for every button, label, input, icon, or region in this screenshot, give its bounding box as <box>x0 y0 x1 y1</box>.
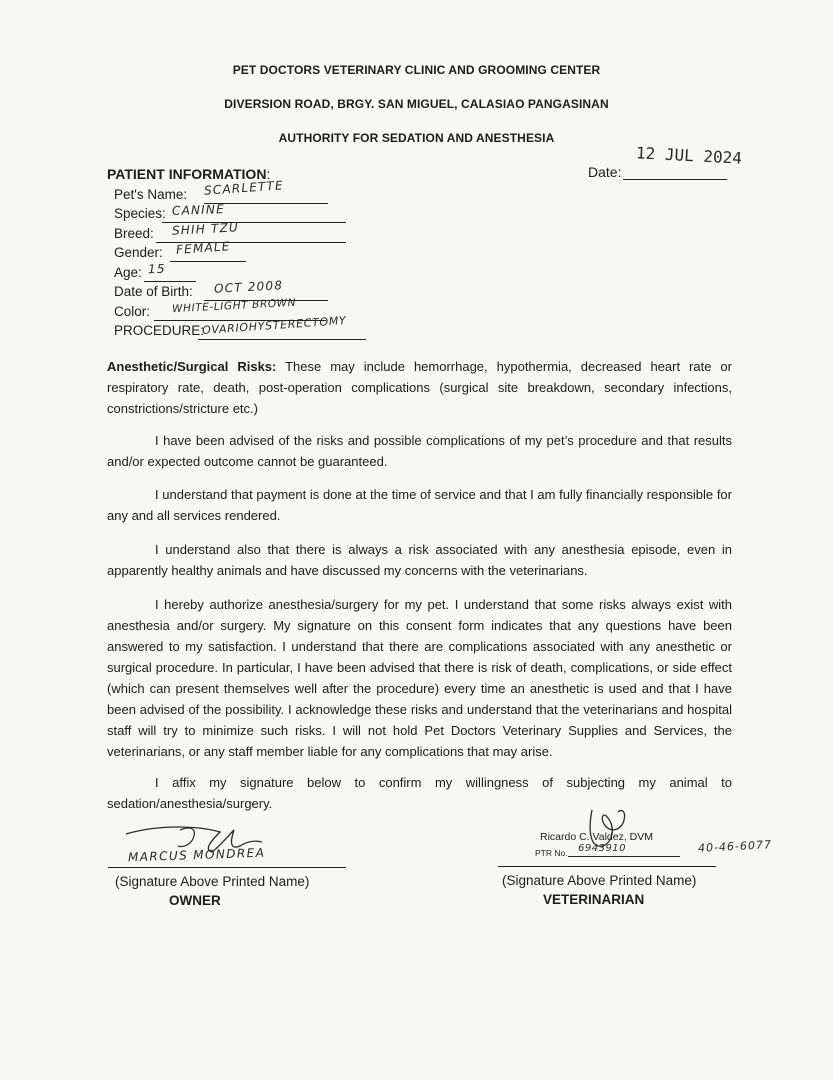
species-label: Species: <box>114 206 166 221</box>
age-label: Age: <box>114 265 142 280</box>
vet-caption: (Signature Above Printed Name) <box>502 873 697 888</box>
species-value: CANINE <box>171 202 226 218</box>
date-field <box>588 164 727 180</box>
patient-info-title-colon: : <box>266 166 271 182</box>
breed-value: SHIH TZU <box>171 220 240 238</box>
vet-signature-line <box>498 866 716 867</box>
vet-ptr-label: PTR No. <box>535 848 568 858</box>
dob-label: Date of Birth: <box>114 284 193 299</box>
pet-name-value: SCARLETTE <box>203 178 285 198</box>
gender-underline <box>170 261 246 262</box>
paragraph-advised: I have been advised of the risks and possible complications of my pet’s procedure and that results and/or expected outcome cannot be guaranteed. <box>107 433 732 469</box>
risks-paragraph <box>107 356 732 419</box>
owner-signature-line <box>108 867 346 868</box>
patient-info-title-text: PATIENT INFORMATION <box>107 166 267 182</box>
owner-role: OWNER <box>169 893 221 908</box>
gender-value: FEMALE <box>175 239 231 257</box>
vet-note: 40-46-6077 <box>697 838 773 855</box>
age-underline <box>144 281 196 282</box>
owner-caption: (Signature Above Printed Name) <box>115 874 310 889</box>
procedure-value: OVARIOHYSTERECTOMY <box>201 313 347 338</box>
color-value: WHITE-LIGHT BROWN <box>171 296 297 316</box>
patient-info-title <box>107 166 270 182</box>
paragraph-affix: I affix my signature below to confirm my willingness of subjecting my animal to sedation/anesthesia/surgery. <box>107 775 732 811</box>
vet-role: VETERINARIAN <box>543 892 645 907</box>
date-underline <box>623 165 727 180</box>
vet-ptr-underline <box>568 856 680 857</box>
paragraph-payment: I understand that payment is done at the time of service and that I am fully financially responsible for any and all services rendered. <box>107 487 732 523</box>
risks-text: These may include hemorrhage, hypothermia, decreased heart rate or respiratory rate, death, post-operation complications (surgical site breakdown, secondary infections, constrictions/stricture etc.) <box>107 359 732 416</box>
clinic-name: PET DOCTORS VETERINARY CLINIC AND GROOMING CENTER <box>232 63 601 77</box>
vet-ptr <box>535 848 568 858</box>
date-label: Date: <box>588 164 622 180</box>
procedure-underline <box>198 339 366 340</box>
gender-label: Gender: <box>114 245 163 260</box>
clinic-address: DIVERSION ROAD, BRGY. SAN MIGUEL, CALASIAO PANGASINAN <box>224 97 609 111</box>
owner-printed-name: MARCUS MONDREA <box>127 845 266 865</box>
age-value: 15 <box>147 261 166 277</box>
dob-value: OCT 2008 <box>213 278 284 296</box>
pet-name-label: Pet's Name: <box>114 187 188 202</box>
color-label: Color: <box>114 304 151 319</box>
date-value: 12 JUL 2024 <box>635 143 743 168</box>
procedure-label: PROCEDURE: <box>114 323 205 338</box>
risks-label: Anesthetic/Surgical Risks: <box>107 359 277 374</box>
paragraph-authorize: I hereby authorize anesthesia/surgery for my pet. I understand that some risks always exist with anesthesia and/or surgery. My signature on this consent form indicates that any questions have been answered to my satisfaction. I understand that there are complications associated with any anesthetic or surgical procedure. In particular, I have been advised that there is risk of death, complications, or side effect (which can present themselves well after the procedure) every time an anesthetic is used and that I have been advised of the possibility. I acknowledge these risks and understand that the veterinarians and hospital staff will try to minimize such risks. I will not hold Pet Doctors Veterinary Supplies and Services, the veterinarians, or any staff member liable for any complications that may arise. <box>107 597 732 759</box>
vet-printed-name: Ricardo C. Valdez, DVM <box>540 831 654 843</box>
form-title: AUTHORITY FOR SEDATION AND ANESTHESIA <box>278 131 555 145</box>
paragraph-risk: I understand also that there is always a risk associated with any anesthesia episode, even in apparently healthy animals and have discussed my concerns with the veterinarians. <box>107 542 732 578</box>
vet-ptr-value: 6943910 <box>578 843 627 854</box>
breed-label: Breed: <box>114 226 154 241</box>
